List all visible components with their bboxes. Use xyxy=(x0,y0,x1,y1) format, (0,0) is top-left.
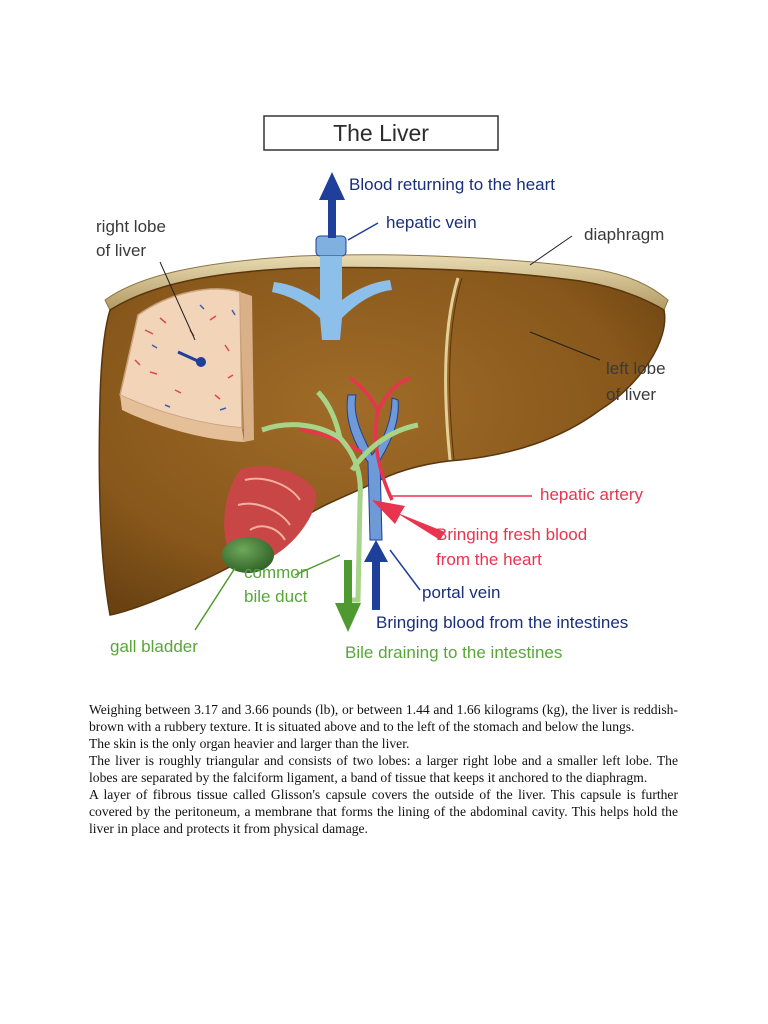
label-right-lobe-1: right lobe xyxy=(96,217,166,236)
paragraph: Weighing between 3.17 and 3.66 pounds (lb), or between 1.44 and 1.66 kilograms (kg), the liver is reddish-brown with a rubbery texture. It is situated above and to the left of the stomach and below the lungs. xyxy=(89,702,678,734)
label-diaphragm: diaphragm xyxy=(584,225,665,244)
label-left-lobe-2: of liver xyxy=(606,385,657,404)
diagram-title: The Liver xyxy=(333,120,429,146)
leader-hepatic-vein xyxy=(348,223,378,240)
leader-portal-vein xyxy=(390,550,420,590)
label-right-lobe-2: of liver xyxy=(96,241,147,260)
label-common: common xyxy=(244,563,310,582)
paragraph: A layer of fibrous tissue called Glisson's capsule covers the outside of the liver. This capsule is further covered by the peritoneum, a membrane that forms the lining of the abdominal cavity. This helps hold the liver in place and protects it from physical damage. xyxy=(89,787,678,836)
label-fresh-blood-2: from the heart xyxy=(436,550,542,569)
portal-up-arrow xyxy=(364,540,388,610)
label-left-lobe-1: left lobe xyxy=(606,359,666,378)
label-gall-bladder: gall bladder xyxy=(110,637,198,656)
label-bile-draining: Bile draining to the intestines xyxy=(345,643,563,662)
leader-diaphragm xyxy=(530,236,572,265)
label-bile-duct: bile duct xyxy=(244,587,308,606)
label-portal-vein: portal vein xyxy=(422,583,501,602)
paragraph: The skin is the only organ heavier and larger than the liver. xyxy=(89,736,410,751)
artery-arrow xyxy=(372,500,445,540)
label-hepatic-artery: hepatic artery xyxy=(540,485,643,504)
label-fresh-blood-1: Bringing fresh blood xyxy=(436,525,588,544)
label-hepatic-vein: hepatic vein xyxy=(386,213,477,232)
blood-up-arrow xyxy=(319,172,345,238)
label-blood-intestines: Bringing blood from the intestines xyxy=(376,613,629,632)
body-text xyxy=(89,701,678,837)
paragraph: The liver is roughly triangular and consists of two lobes: a larger right lobe and a smaller left lobe. The lobes are separated by the falciform ligament, a band of tissue that keeps it anchored to the diaphragm. xyxy=(89,753,678,785)
gall-bladder xyxy=(222,466,316,573)
label-blood-returning: Blood returning to the heart xyxy=(349,175,556,194)
